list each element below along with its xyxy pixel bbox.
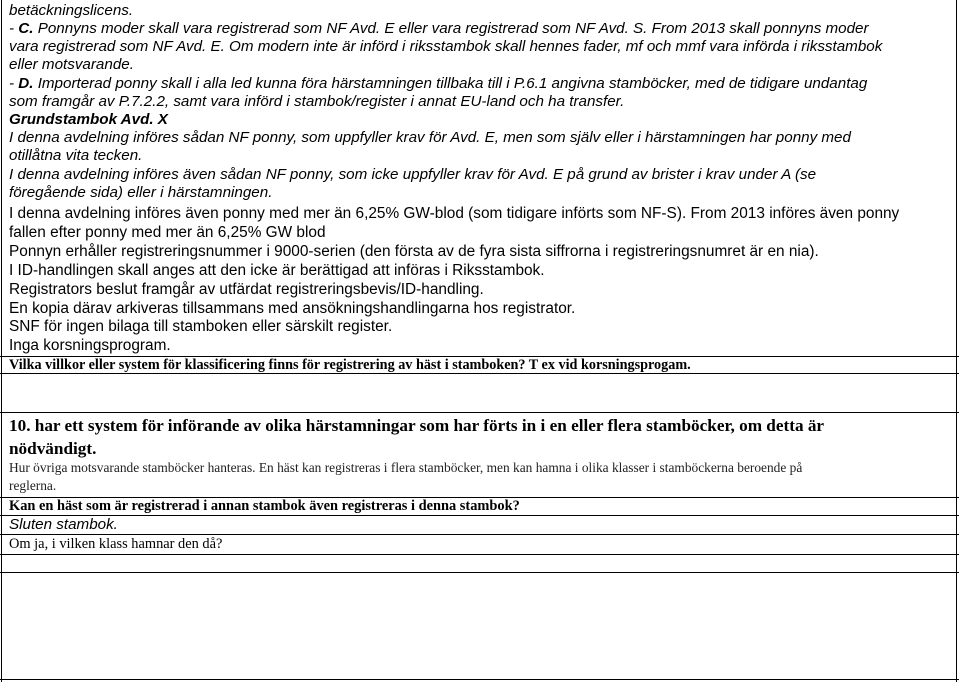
- answer-line: eller motsvarande.: [9, 56, 134, 73]
- answer-line: Ponnyn erhåller registreringsnummer i 9000-serien (den första av de fyra sista siffrorna i registreringsnumret är en nia).: [9, 243, 819, 260]
- question-9: Vilka villkor eller system för klassificering finns för registrering av häst i stamboken? T ex vid korsningsprogam.: [9, 357, 691, 373]
- answer-line: I denna avdelning införes även sådan NF ponny, som icke uppfyller krav för Avd. E på grund av brister i krav under A (se: [9, 166, 817, 183]
- answer-line: som framgår av P.7.2.2, samt vara införd i stambok/register i annat EU-land och ha transfer.: [9, 93, 625, 110]
- table-right-border: [956, 0, 957, 682]
- section-letter-c: C.: [18, 20, 34, 37]
- answer-line: otillåtna vita tecken.: [9, 147, 143, 164]
- answer-line: föregående sida) eller i härstamningen.: [9, 184, 273, 201]
- section-heading: Grundstambok Avd. X: [9, 111, 168, 128]
- answer-text: Ponnyns moder skall vara registrerad som NF Avd. E eller vara registrerad som NF Avd. S. From 2013 skall ponnyns moder: [33, 20, 869, 37]
- answer-line: betäckningslicens.: [9, 2, 134, 19]
- dash: -: [9, 20, 19, 37]
- question-10-title-cont: nödvändigt.: [9, 439, 97, 458]
- answer-line: vara registrerad som NF Avd. E. Om modern inte är införd i riksstambok skall hennes fader, mf och mmf vara införda i riksstambok: [9, 38, 883, 55]
- section-letter-d: D.: [18, 75, 34, 92]
- table-row-divider: [0, 515, 959, 516]
- question-10-description: Hur övriga motsvarande stamböcker hanteras. En häst kan registreras i flera stamböcker, men kan hamna i olika klasser i stamböckerna beroende på: [9, 460, 803, 475]
- answer-line: Registrators beslut framgår av utfärdat registreringsbevis/ID-handling.: [9, 281, 484, 298]
- empty-answer-cell[interactable]: [2, 573, 956, 678]
- question-10-title: [9, 416, 824, 436]
- answer-line-c: [9, 20, 869, 38]
- table-bottom-border: [0, 679, 959, 680]
- answer-line: fallen efter ponny med mer än 6,25% GW blod: [9, 224, 326, 241]
- question-10-description-cont: reglerna.: [9, 478, 57, 493]
- answer-line: Inga korsningsprogram.: [9, 337, 171, 354]
- answer-line: En kopia därav arkiveras tillsammans med ansökningshandlingarna hos registrator.: [9, 300, 576, 317]
- empty-answer-cell[interactable]: [2, 555, 956, 571]
- question-title-text: har ett system för införande av olika härstamningar som har förts in i en eller flera stamböcker, om detta är: [30, 416, 825, 435]
- sub-question-1: Kan en häst som är registrerad i annan stambok även registreras i denna stambok?: [9, 498, 520, 514]
- answer-text: Importerad ponny skall i alla led kunna föra härstamningen tillbaka till i P.6.1 angivna stamböcker, med de tidigare undantag: [33, 75, 868, 92]
- answer-line: I ID-handlingen skall anges att den icke är berättigad att införas i Riksstambok.: [9, 262, 545, 279]
- sub-question-2: Om ja, i vilken klass hamnar den då?: [9, 536, 223, 552]
- table-row-divider: [0, 412, 959, 413]
- answer-line: SNF för ingen bilaga till stamboken eller särskilt register.: [9, 318, 393, 335]
- dash: -: [9, 75, 19, 92]
- answer-line: I denna avdelning införes sådan NF ponny, som uppfyller krav för Avd. E, men som själv eller i härstamningen har ponny med: [9, 129, 851, 146]
- question-number: 10.: [9, 416, 31, 435]
- sub-answer-1: Sluten stambok.: [9, 516, 118, 533]
- answer-line: I denna avdelning införes även ponny med mer än 6,25% GW-blod (som tidigare införts som NF-S). From 2013 införes även ponny: [9, 205, 900, 222]
- answer-line-d: [9, 75, 867, 93]
